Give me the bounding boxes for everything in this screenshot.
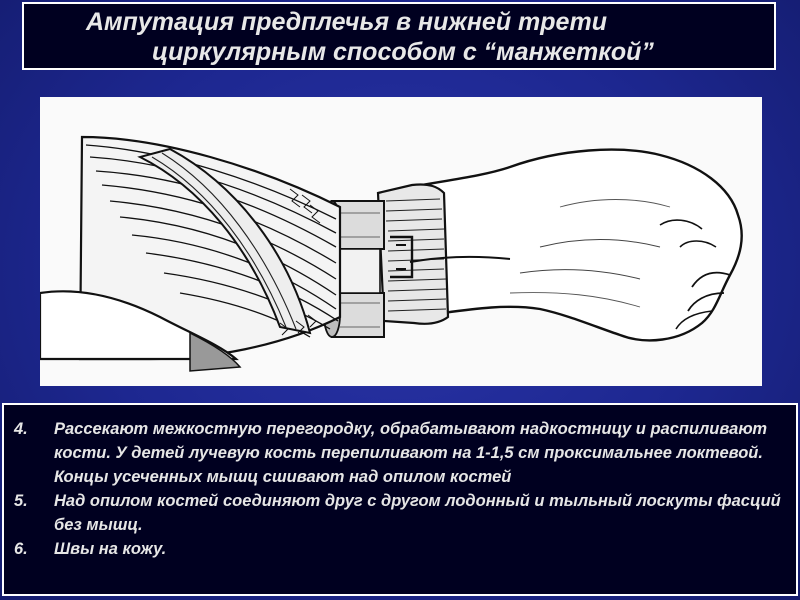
step-number: 6. xyxy=(14,540,28,558)
step-item xyxy=(12,489,792,537)
forearm-amputation-illustration xyxy=(40,97,762,386)
step-item xyxy=(12,537,792,561)
step-number: 4. xyxy=(14,420,28,438)
forearm-amputation-drawing-icon xyxy=(40,97,762,386)
title-box xyxy=(22,2,776,70)
title-line-1: Ампутация предплечья в нижней трети xyxy=(86,8,607,36)
step-item xyxy=(12,417,792,489)
step-text: Швы на кожу. xyxy=(54,540,167,558)
step-text: Рассекают межкостную перегородку, обрабатывают надкостницу и распиливают кости. У детей лучевую кость перепиливают на 1-1,5 см проксимальнее локтевой. Концы усеченных мышц сшивают над опилом костей xyxy=(54,420,768,486)
title-line-2: циркулярным способом с “манжеткой” xyxy=(152,38,654,66)
step-text: Над опилом костей соединяют друг с другом лодонный и тыльный лоскуты фасций без мышц. xyxy=(54,492,781,534)
step-number: 5. xyxy=(14,492,28,510)
steps-box xyxy=(2,403,798,596)
steps-list xyxy=(12,417,792,561)
